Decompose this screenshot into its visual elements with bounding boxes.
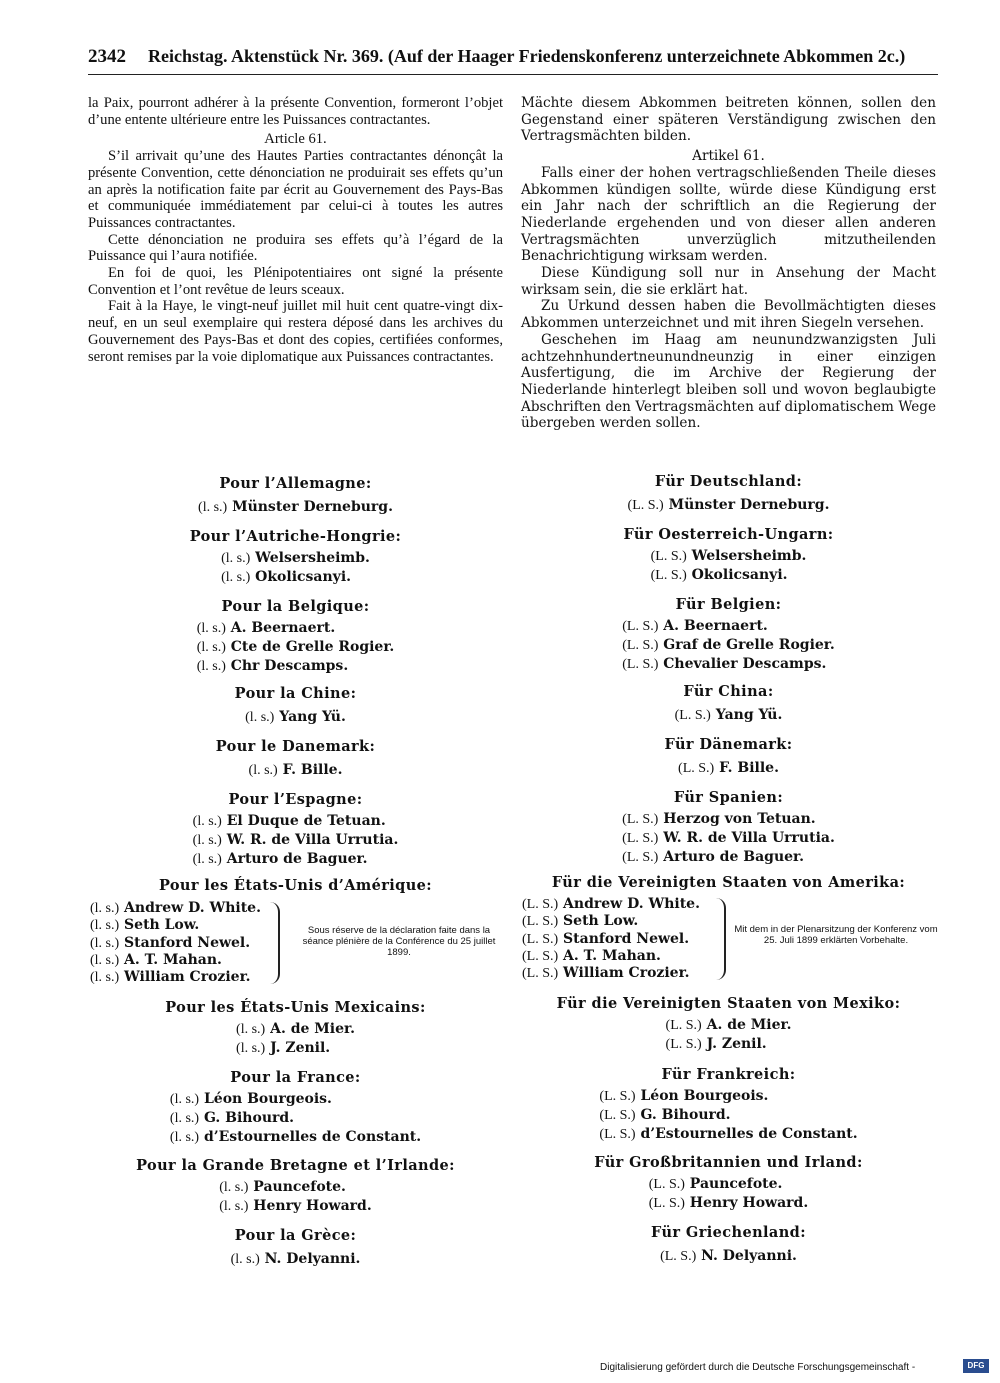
seal-mark: (l. s.) (198, 500, 228, 515)
signature-block-grece (88, 1227, 503, 1269)
running-title: Reichstag. Aktenstück Nr. 369. (Auf der Haager Friedenskonferenz unterzeichnete Abkommen 2c.) (148, 46, 906, 66)
signatory: El Duque de Tetuan. (226, 813, 386, 829)
signatory: Münster Derneburg. (668, 497, 830, 513)
signature-heading: Für Griechenland: (651, 1224, 806, 1241)
seal-mark: (l. s.) (236, 1041, 266, 1056)
seal-mark: (l. s.) (169, 1130, 200, 1145)
seal-mark: (L. S.) (622, 657, 659, 672)
paragraph: la Paix, pourront adhérer à la présente Convention, formeront l’objet d’une entente ultérieure entre les Puissances contractantes. (88, 95, 503, 128)
signature-block-grande-bretagne (88, 1157, 503, 1216)
signatory: N. Delyanni. (701, 1248, 797, 1264)
signatory: Münster Derneburg. (232, 499, 393, 515)
signature-heading: Pour les États-Unis d’Amérique: (158, 877, 433, 894)
signature-heading: Für Großbritannien und Irland: (594, 1154, 863, 1171)
signature-heading: Pour la France: (230, 1069, 361, 1086)
seal-mark: (l. s.) (196, 621, 226, 636)
seal-mark: (L. S.) (648, 1177, 685, 1192)
paragraph: Geschehen im Haag am neunundzwanzigsten Juli achtzehnhundertneunundneunzig in einer einzigen Ausfertigung, die im Archive der Regierung der Niederlande hinterlegt bleiben soll und wovon beglaubigte Abschriften den Vertragsmächten auf diplomatischem Wege übergeben werden sollen. (521, 331, 936, 432)
seal-mark: (L. S.) (674, 708, 711, 723)
signature-heading: Pour les États-Unis Mexicains: (165, 999, 426, 1016)
brace (716, 898, 726, 980)
signature-heading: Pour l’Allemagne: (219, 475, 372, 492)
paragraph: Falls einer der hohen vertragschließenden Theile dieses Abkommen kündigen sollte, würde diese Kündigung erst ein Jahr nach der schriftlich an die Regierung der Niederlande ergehenden und von dieser allen anderen Vertragsmächten unverzüglich mitzutheilenden Benachrichtigung wirksam werden. (521, 164, 936, 265)
signatory: Yang Yü. (715, 707, 783, 723)
signature-heading: Pour l’Espagne: (228, 791, 363, 808)
signatory: Okolicsanyi. (255, 569, 352, 585)
signature-heading: Pour l’Autriche-Hongrie: (189, 528, 402, 545)
seal-mark: (L. S.) (650, 568, 687, 583)
signature-block-griechenland (521, 1224, 936, 1266)
signatory: Seth Low. (124, 917, 200, 934)
signatory: A. de Mier. (706, 1017, 792, 1033)
signature-block-daenemark (521, 736, 936, 778)
signatory: Graf de Grelle Rogier. (663, 637, 835, 653)
seal-mark: (l. s.) (90, 901, 120, 916)
signature-block-autriche (88, 528, 503, 587)
seal-mark: (l. s.) (90, 970, 120, 986)
paragraph: Zu Urkund dessen haben die Bevollmächtigten dieses Abkommen unterzeichnet und mit ihren Siegeln versehen. (521, 298, 936, 332)
signatory: Arturo de Baguer. (226, 851, 368, 867)
paragraph: S’il arrivait qu’une des Hautes Parties contractantes dénonçât la présente Convention, cette dénonciation ne produirait ses effets qu’un an après la notification faite par écrit au Gouvernement des Pays-Bas et communiquée immédiatement par celui-ci à toutes les autres Puissances contractantes. (88, 148, 503, 231)
seal-mark: (L. S.) (622, 850, 659, 865)
seal-mark: (l. s.) (219, 1199, 249, 1214)
reservation-note: Mit dem in der Plenarsitzung der Konferenz vom 25. Juli 1899 erklärten Vorbehalte. (734, 924, 938, 946)
signatory: Andrew D. White. (124, 900, 261, 916)
signatory: Stanford Newel. (124, 934, 251, 951)
signature-heading: Für Spanien: (673, 789, 784, 806)
signatory: Stanford Newel. (563, 930, 690, 947)
signature-heading: Pour la Grèce: (234, 1227, 357, 1244)
seal-mark: (l. s.) (169, 1111, 200, 1126)
seal-mark: (l. s.) (169, 1092, 200, 1107)
signatory: Okolicsanyi. (691, 567, 788, 583)
signatory: Welsersheimb. (691, 548, 807, 564)
signature-block-belgien (521, 596, 936, 674)
signatory: A. T. Mahan. (563, 947, 661, 964)
seal-mark: (L. S.) (660, 1249, 697, 1264)
signatory: A. T. Mahan. (124, 951, 222, 968)
seal-mark: (L. S.) (627, 498, 664, 513)
seal-mark: (l. s.) (196, 640, 226, 655)
seal-mark: (l. s.) (221, 570, 251, 585)
signature-heading: Für Deutschland: (654, 473, 803, 490)
signatory: d’Estournelles de Constant. (640, 1126, 858, 1142)
paragraph: En foi de quoi, les Plénipotentiaires ont signé la présente Convention et l’ont revêtue de leurs sceaux. (88, 265, 503, 298)
signature-block-amerika (521, 874, 936, 895)
signature-block-mexiko (521, 995, 936, 1054)
header-rule (88, 74, 938, 75)
signature-block-frankreich (521, 1066, 936, 1144)
seal-mark: (l. s.) (221, 551, 251, 566)
seal-mark: (L. S.) (522, 914, 559, 930)
signatory: J. Zenil. (270, 1040, 331, 1056)
signature-heading: Für Dänemark: (664, 736, 793, 753)
signature-block-belgique (88, 598, 503, 676)
signatory: N. Delyanni. (264, 1251, 361, 1267)
signature-heading: Für die Vereinigten Staaten von Amerika: (551, 874, 906, 891)
signatory: Chevalier Descamps. (663, 656, 827, 672)
seal-mark: (l. s.) (248, 763, 278, 778)
seal-mark: (L. S.) (522, 897, 559, 912)
signatory: Herzog von Tetuan. (663, 811, 816, 827)
signatory: W. R. de Villa Urrutia. (226, 832, 399, 848)
signatory: Cte de Grelle Rogier. (230, 639, 395, 655)
reservation-note: Sous réserve de la déclaration faite dans la séance plénière de la Conférence du 25 juillet 1899. (302, 925, 496, 958)
signature-heading: Für Belgien: (675, 596, 782, 613)
signature-heading: Für die Vereinigten Staaten von Mexiko: (556, 995, 901, 1012)
paragraph: Cette dénonciation ne produira ses effets qu’à l’égard de la Puissance qui l’aura notifiée. (88, 231, 503, 265)
seal-mark: (L. S.) (665, 1037, 702, 1052)
signatory: William Crozier. (124, 969, 251, 986)
french-text-column (88, 95, 503, 365)
seal-mark: (L. S.) (665, 1018, 702, 1033)
signature-block-danemark (88, 738, 503, 780)
signatory: Pauncefote. (253, 1179, 346, 1195)
signatory: Seth Low. (563, 913, 639, 930)
signature-heading: Pour la Grande Bretagne et l’Irlande: (136, 1157, 455, 1174)
signatory: A. Beernaert. (230, 620, 336, 636)
paragraph: Diese Kündigung soll nur in Ansehung der Macht wirksam sein, die sie erklärt hat. (521, 265, 936, 298)
signature-heading: Pour le Danemark: (215, 738, 376, 755)
seal-mark: (L. S.) (599, 1127, 636, 1142)
signature-block-usa (88, 877, 503, 898)
page-number: 2342 (88, 46, 126, 67)
signature-heading: Pour la Chine: (234, 685, 357, 702)
seal-mark: (L. S.) (522, 931, 559, 947)
signature-block-france (88, 1069, 503, 1147)
seal-mark: (l. s.) (90, 935, 120, 951)
seal-mark: (l. s.) (192, 833, 222, 848)
seal-mark: (L. S.) (599, 1089, 636, 1104)
seal-mark: (L. S.) (522, 948, 559, 964)
page-header (88, 44, 938, 74)
dfg-logo: DFG (963, 1359, 989, 1373)
signature-block-spanien (521, 789, 936, 867)
article-title: Article 61. (264, 131, 327, 148)
signatory: Chr Descamps. (230, 658, 349, 674)
digitization-credit: Digitalisierung gefördert durch die Deutsche Forschungsgemeinschaft - (600, 1362, 916, 1373)
article-title: Artikel 61. (692, 148, 765, 165)
signature-heading: Für China: (683, 683, 774, 700)
seal-mark: (L. S.) (678, 761, 715, 776)
signature-heading: Für Oesterreich-Ungarn: (623, 526, 834, 543)
signature-block-deutschland (521, 473, 936, 515)
seal-mark: (L. S.) (622, 638, 659, 653)
signature-block-allemagne (88, 475, 503, 517)
seal-mark: (l. s.) (230, 1252, 260, 1267)
seal-mark: (L. S.) (599, 1108, 636, 1123)
signatory: Henry Howard. (253, 1198, 372, 1214)
signatory: Léon Bourgeois. (640, 1088, 769, 1104)
seal-mark: (L. S.) (622, 619, 659, 634)
signatory: Andrew D. White. (563, 896, 700, 912)
signature-block-china (521, 683, 936, 725)
signatory: Pauncefote. (689, 1176, 783, 1192)
usa-signatories-fr (90, 900, 505, 990)
signature-heading: Für Frankreich: (661, 1066, 796, 1083)
signatory: F. Bille. (719, 760, 779, 776)
signature-block-grossbritannien (521, 1154, 936, 1213)
signature-block-chine (88, 685, 503, 727)
signatory: G. Bihourd. (203, 1110, 295, 1126)
signature-heading: Pour la Belgique: (221, 598, 370, 615)
seal-mark: (L. S.) (622, 831, 659, 846)
seal-mark: (l. s.) (196, 659, 226, 674)
signatory: A. de Mier. (270, 1021, 355, 1037)
seal-mark: (l. s.) (236, 1022, 266, 1037)
signature-block-espagne (88, 791, 503, 869)
seal-mark: (L. S.) (622, 812, 659, 827)
signatory: F. Bille. (282, 762, 343, 778)
signatory: d’Estournelles de Constant. (203, 1129, 422, 1145)
paragraph: Fait à la Haye, le vingt-neuf juillet mil huit cent quatre-vingt dix-neuf, en un seul exemplaire qui restera déposé dans les archives du Gouvernement des Pays-Bas et dont des copies, certifiées conformes, seront remises par la voie diplomatique aux Puissances contractantes. (88, 298, 503, 365)
german-text-column (521, 95, 936, 432)
seal-mark: (l. s.) (90, 918, 120, 934)
signature-block-mexique (88, 999, 503, 1058)
signatory: William Crozier. (563, 965, 690, 982)
signatory: A. Beernaert. (663, 618, 768, 634)
signatory: W. R. de Villa Urrutia. (663, 830, 835, 846)
signatory: Welsersheimb. (255, 550, 370, 566)
signatory: Léon Bourgeois. (203, 1091, 332, 1107)
seal-mark: (L. S.) (522, 966, 559, 982)
seal-mark: (L. S.) (648, 1196, 685, 1211)
seal-mark: (l. s.) (192, 814, 222, 829)
brace (270, 902, 280, 984)
seal-mark: (L. S.) (650, 549, 687, 564)
signatory: Yang Yü. (279, 709, 346, 725)
paragraph: Mächte diesem Abkommen beitreten können, sollen den Gegenstand einer späteren Verständigung zwischen den Vertragsmächten bilden. (521, 95, 936, 145)
usa-signatories-de (522, 896, 937, 986)
signatory: J. Zenil. (706, 1036, 767, 1052)
signatory: Henry Howard. (689, 1195, 809, 1211)
seal-mark: (l. s.) (245, 710, 275, 725)
seal-mark: (l. s.) (192, 852, 222, 867)
signature-block-oesterreich (521, 526, 936, 585)
seal-mark: (l. s.) (90, 952, 120, 968)
seal-mark: (l. s.) (219, 1180, 249, 1195)
signatory: Arturo de Baguer. (663, 849, 804, 865)
signatory: G. Bihourd. (640, 1107, 731, 1123)
